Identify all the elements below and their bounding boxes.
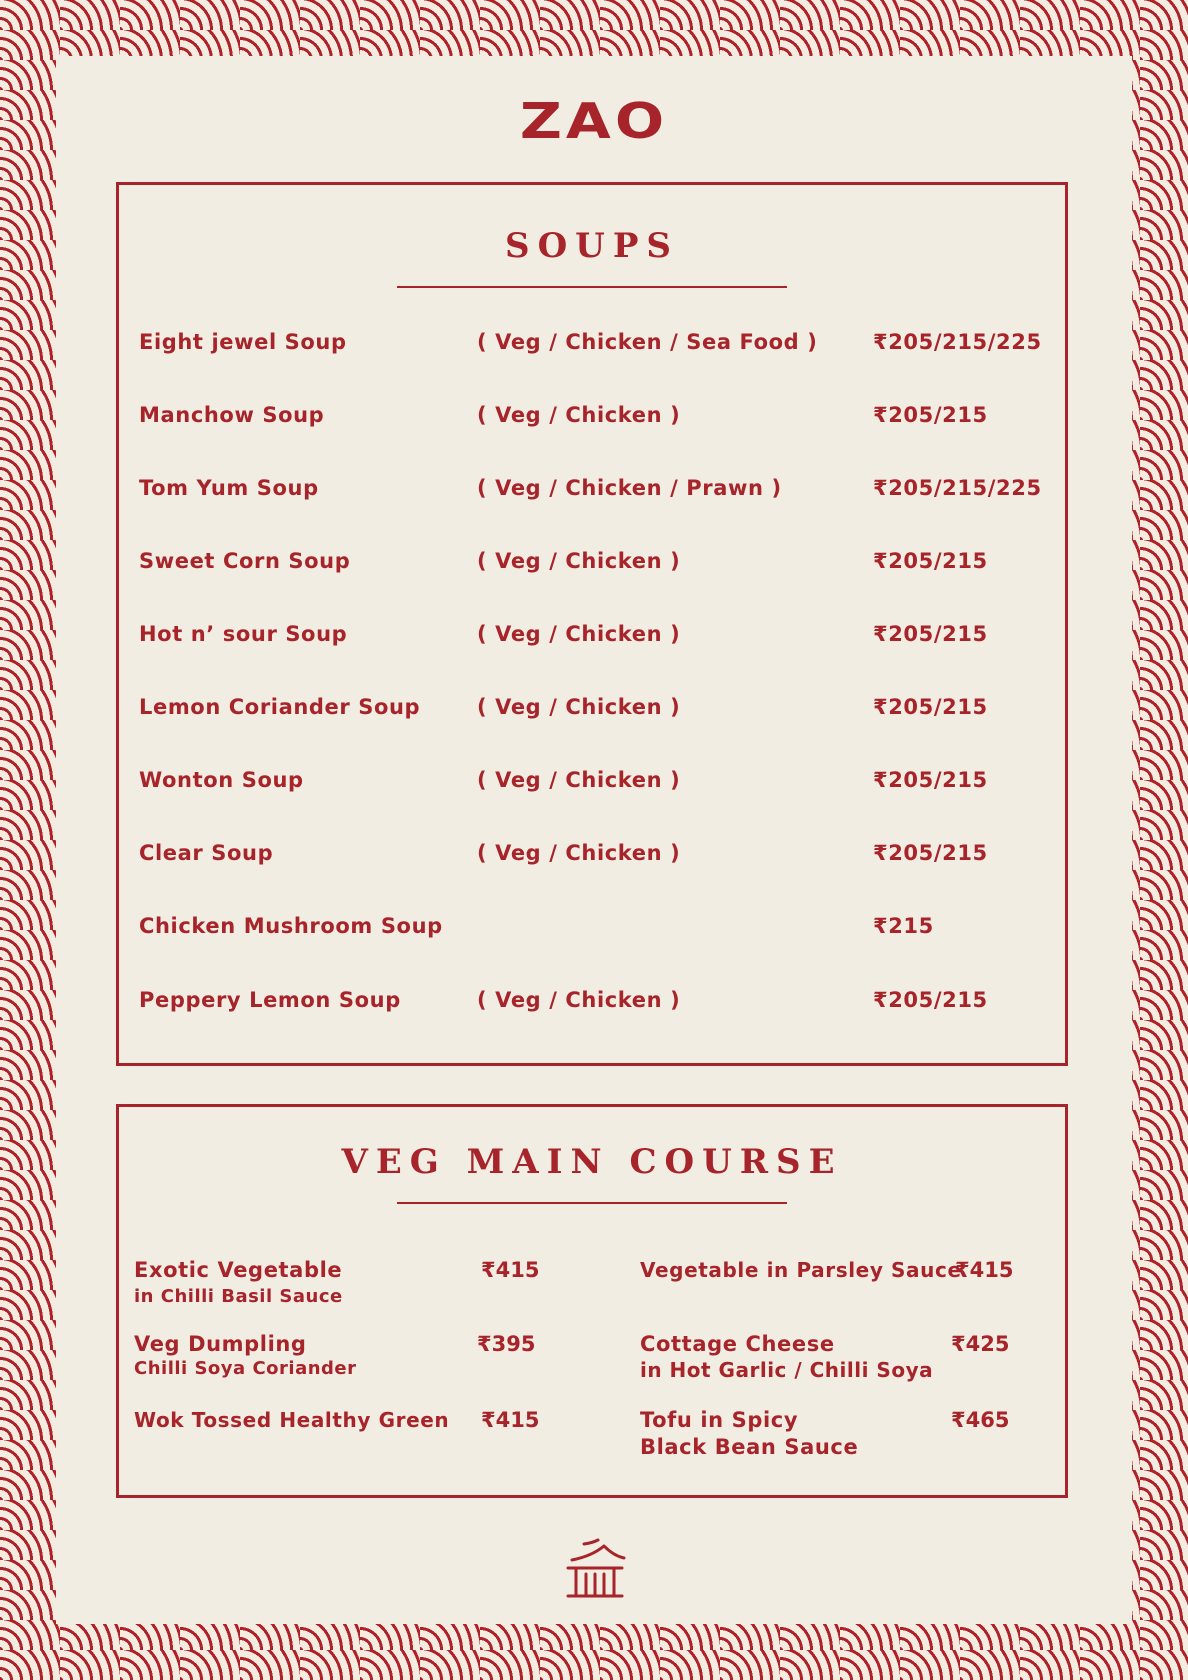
pagoda-icon xyxy=(562,1538,628,1600)
veg-item-name: Wok Tossed Healthy Green xyxy=(134,1408,450,1432)
soup-options: ( Veg / Chicken ) xyxy=(477,622,681,646)
soup-row xyxy=(139,473,1049,503)
soups-title: SOUPS xyxy=(505,226,679,266)
soup-price: ₹205/215 xyxy=(873,768,988,792)
veg-item xyxy=(640,1331,933,1382)
veg-item-name: Veg Dumpling xyxy=(134,1332,307,1356)
soup-price: ₹205/215 xyxy=(873,988,988,1012)
soup-options: ( Veg / Chicken ) xyxy=(477,403,681,427)
veg-item-name: Tofu in Spicy xyxy=(640,1408,799,1432)
veg-item-sub: in Hot Garlic / Chilli Soya xyxy=(640,1358,934,1382)
soup-options: ( Veg / Chicken / Prawn ) xyxy=(477,476,782,500)
veg-item-price: ₹415 xyxy=(955,1258,1014,1282)
soup-row xyxy=(139,692,1049,722)
veg-item xyxy=(134,1257,343,1310)
veg-item xyxy=(640,1257,962,1284)
soup-name: Peppery Lemon Soup xyxy=(139,988,401,1012)
soup-price: ₹205/215/225 xyxy=(873,330,1042,354)
soup-name: Chicken Mushroom Soup xyxy=(139,914,443,938)
soup-row xyxy=(139,985,1049,1015)
soup-name: Eight jewel Soup xyxy=(139,330,347,354)
veg-item-price: ₹465 xyxy=(951,1408,1010,1432)
soup-row xyxy=(139,911,1049,941)
menu-page xyxy=(56,56,1132,1624)
soups-panel xyxy=(116,182,1068,1066)
veg-item-name: Vegetable in Parsley Sauce xyxy=(640,1258,962,1282)
soup-options: ( Veg / Chicken ) xyxy=(477,768,681,792)
veg-item-price: ₹425 xyxy=(951,1332,1010,1356)
soup-price: ₹205/215 xyxy=(873,622,988,646)
soup-price: ₹205/215 xyxy=(873,403,988,427)
soup-options: ( Veg / Chicken ) xyxy=(477,841,681,865)
soup-options: ( Veg / Chicken ) xyxy=(477,549,681,573)
brand-logo: ZAO xyxy=(519,92,669,150)
soup-price: ₹215 xyxy=(873,914,934,938)
veg-item-price: ₹415 xyxy=(481,1408,540,1432)
veg-item-price: ₹395 xyxy=(477,1332,536,1356)
soup-name: Manchow Soup xyxy=(139,403,325,427)
veg-item-name: Exotic Vegetable xyxy=(134,1258,343,1282)
soup-name: Clear Soup xyxy=(139,841,274,865)
soup-price: ₹205/215/225 xyxy=(873,476,1042,500)
soup-name: Hot n’ sour Soup xyxy=(139,622,348,646)
veg-item-name: Cottage Cheese xyxy=(640,1332,835,1356)
veg-item-sub: Chilli Soya Coriander xyxy=(134,1358,357,1379)
veg-item-sub: Black Bean Sauce xyxy=(640,1435,859,1459)
soup-row xyxy=(139,546,1049,576)
soup-row xyxy=(139,619,1049,649)
soup-name: Sweet Corn Soup xyxy=(139,549,351,573)
soup-name: Wonton Soup xyxy=(139,768,304,792)
soup-options: ( Veg / Chicken ) xyxy=(477,695,681,719)
soup-name: Lemon Coriander Soup xyxy=(139,695,421,719)
veg-item xyxy=(640,1407,858,1461)
veg-item-price: ₹415 xyxy=(481,1258,540,1282)
soup-name: Tom Yum Soup xyxy=(139,476,319,500)
soup-row xyxy=(139,765,1049,795)
veg-item xyxy=(134,1407,449,1434)
soup-price: ₹205/215 xyxy=(873,549,988,573)
soup-price: ₹205/215 xyxy=(873,841,988,865)
veg-item xyxy=(134,1331,357,1380)
soup-options: ( Veg / Chicken ) xyxy=(477,988,681,1012)
soup-row xyxy=(139,400,1049,430)
veg-main-course-panel xyxy=(116,1104,1068,1498)
soup-row xyxy=(139,327,1049,357)
veg-main-title: VEG MAIN COURSE xyxy=(341,1142,843,1182)
veg-item-sub: in Chilli Basil Sauce xyxy=(134,1286,343,1307)
soup-options: ( Veg / Chicken / Sea Food ) xyxy=(477,330,818,354)
title-divider xyxy=(397,286,787,288)
soup-row xyxy=(139,838,1049,868)
soup-price: ₹205/215 xyxy=(873,695,988,719)
title-divider xyxy=(397,1202,787,1204)
